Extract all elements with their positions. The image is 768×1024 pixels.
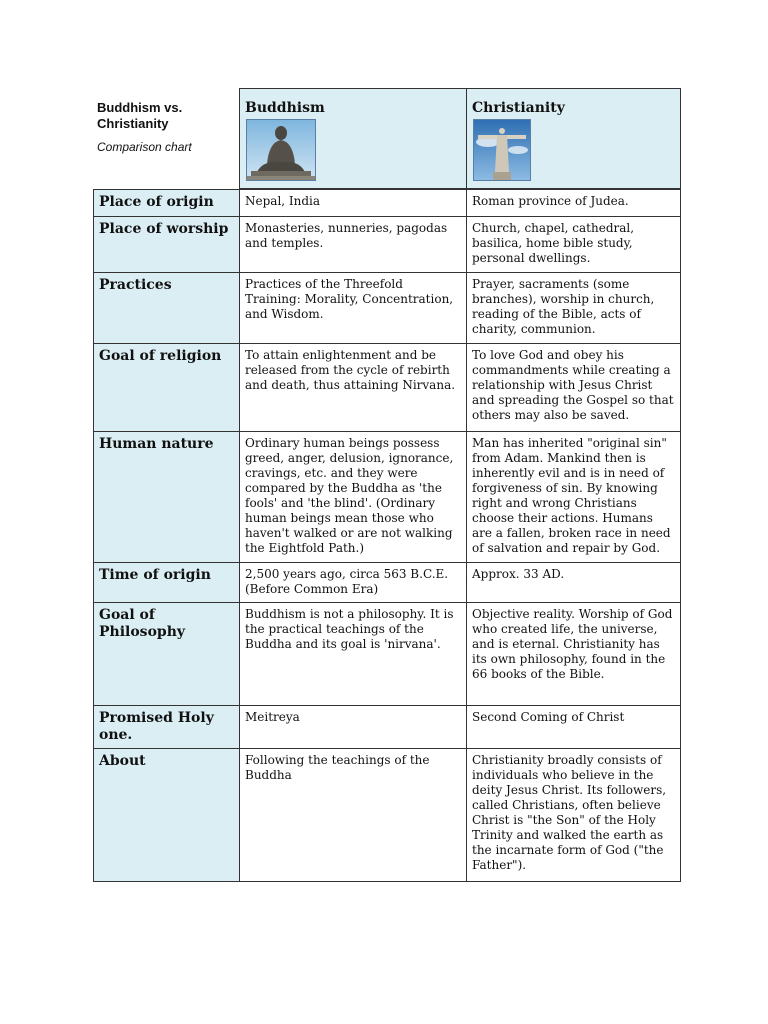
row-label: About [94, 749, 240, 882]
row-label: Place of worship [94, 217, 240, 273]
table-row [94, 563, 681, 603]
table-row [94, 603, 681, 706]
chart-title: Buddhism vs. Christianity [97, 100, 183, 131]
chart-heading [96, 96, 238, 188]
cell-christianity: Roman province of Judea. [467, 190, 681, 217]
cell-buddhism: Meitreya [240, 706, 467, 749]
christ-redeemer-image [473, 119, 531, 181]
cell-christianity: Christianity broadly consists of individuals who believe in the deity Jesus Christ. Its followers, called Christians, often believe Christ is "the Son" of the Holy Trinity and walked the earth as the incarnate form of God ("the Father"). [467, 749, 681, 882]
column-title-christianity: Christianity [472, 100, 565, 116]
row-label: Place of origin [94, 190, 240, 217]
cell-buddhism: Ordinary human beings possess greed, anger, delusion, ignorance, cravings, etc. and they were compared by the Buddha as 'the fools' and 'the blind'. (Ordinary human beings mean those who haven't walked or are not walking the Eightfold Path.) [240, 432, 467, 563]
row-label: Human nature [94, 432, 240, 563]
table-row [94, 190, 681, 217]
row-label: Promised Holy one. [94, 706, 240, 749]
cell-christianity: To love God and obey his commandments while creating a relationship with Jesus Christ and spreading the Gospel so that others may also be saved. [467, 344, 681, 432]
cell-buddhism: Buddhism is not a philosophy. It is the practical teachings of the Buddha and its goal is 'nirvana'. [240, 603, 467, 706]
table-row [94, 749, 681, 882]
column-header-buddhism [239, 88, 467, 189]
table-row [94, 432, 681, 563]
cell-christianity: Church, chapel, cathedral, basilica, home bible study, personal dwellings. [467, 217, 681, 273]
table-row [94, 273, 681, 344]
column-header-christianity [466, 88, 681, 189]
cell-christianity: Objective reality. Worship of God who created life, the universe, and is eternal. Christianity has its own philosophy, found in the 66 books of the Bible. [467, 603, 681, 706]
cell-buddhism: Nepal, India [240, 190, 467, 217]
cell-christianity: Second Coming of Christ [467, 706, 681, 749]
row-label: Time of origin [94, 563, 240, 603]
comparison-table [93, 189, 681, 882]
buddha-statue-image [246, 119, 316, 181]
row-label: Goal of Philosophy [94, 603, 240, 706]
cell-buddhism: Practices of the Threefold Training: Morality, Concentration, and Wisdom. [240, 273, 467, 344]
cell-christianity: Approx. 33 AD. [467, 563, 681, 603]
cell-buddhism: 2,500 years ago, circa 563 B.C.E. (Before Common Era) [240, 563, 467, 603]
cell-buddhism: Monasteries, nunneries, pagodas and temples. [240, 217, 467, 273]
table-row [94, 706, 681, 749]
row-label: Practices [94, 273, 240, 344]
cell-christianity: Prayer, sacraments (some branches), worship in church, reading of the Bible, acts of charity, communion. [467, 273, 681, 344]
row-label: Goal of religion [94, 344, 240, 432]
buddha-statue-icon [247, 120, 315, 180]
column-title-buddhism: Buddhism [245, 100, 325, 116]
christ-statue-icon [474, 120, 530, 180]
table-row [94, 217, 681, 273]
cell-christianity: Man has inherited "original sin" from Adam. Mankind then is inherently evil and is in need of forgiveness of sin. By knowing right and wrong Christians choose their actions. Humans are a fallen, broken race in need of salvation and repair by God. [467, 432, 681, 563]
cell-buddhism: Following the teachings of the Buddha [240, 749, 467, 882]
table-row [94, 344, 681, 432]
cell-buddhism: To attain enlightenment and be released from the cycle of rebirth and death, thus attaining Nirvana. [240, 344, 467, 432]
chart-subtitle: Comparison chart [97, 140, 192, 154]
